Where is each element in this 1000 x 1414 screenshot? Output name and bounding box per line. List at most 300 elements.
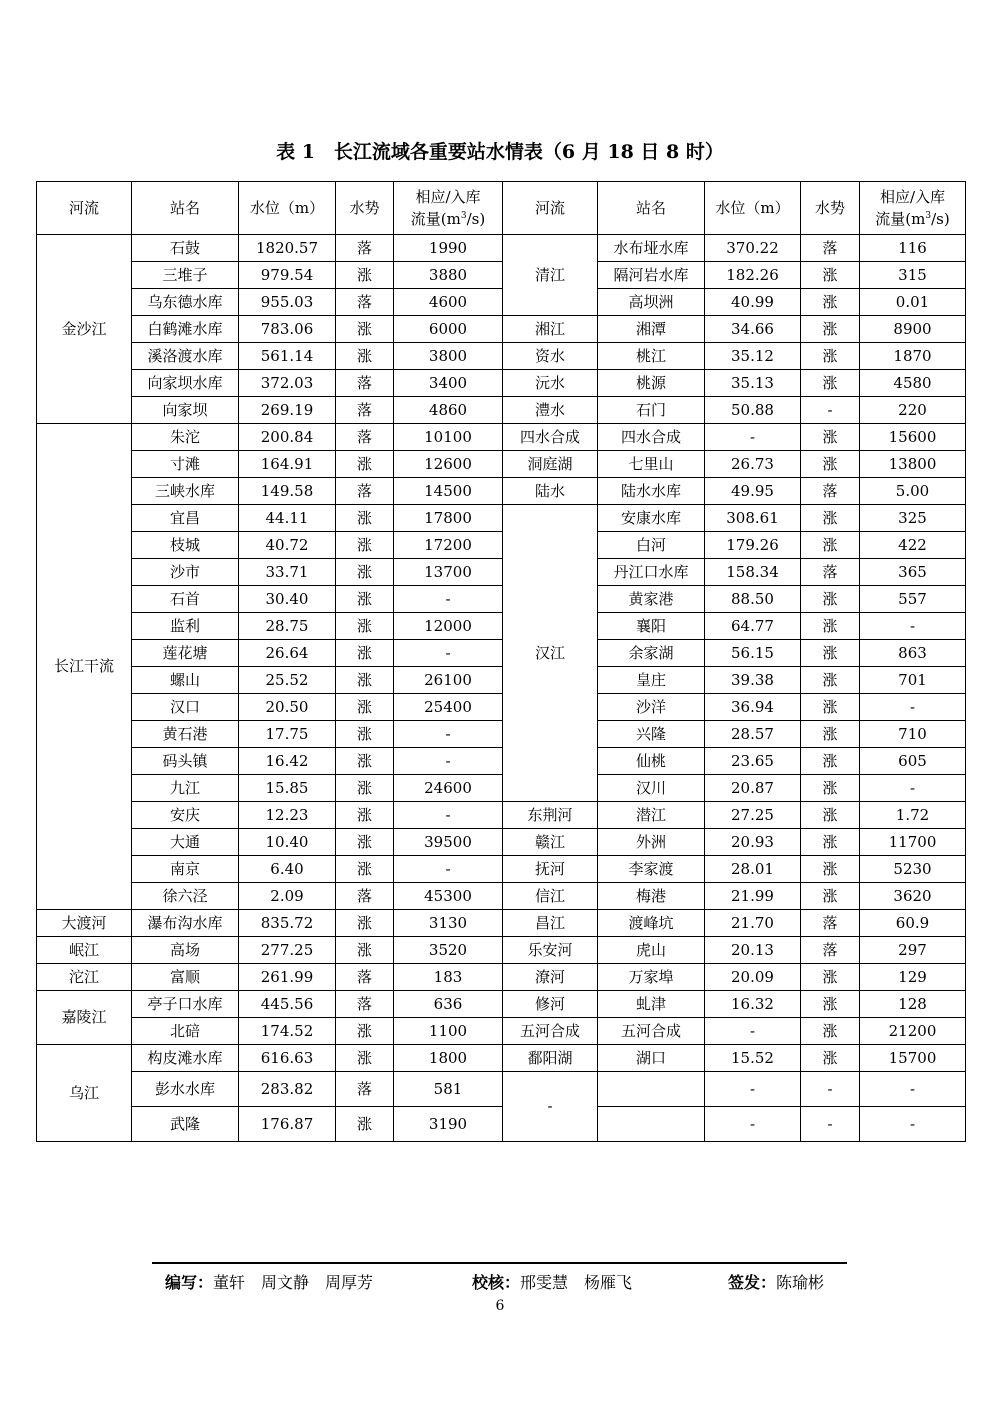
water-trend: 落 bbox=[336, 235, 394, 262]
water-trend: 落 bbox=[336, 964, 394, 991]
water-level: 176.87 bbox=[239, 1107, 336, 1142]
flow-rate: 12600 bbox=[394, 451, 503, 478]
flow-rate: 1800 bbox=[394, 1045, 503, 1072]
water-level: - bbox=[705, 1107, 801, 1142]
footer-writers bbox=[165, 1270, 373, 1293]
flow-rate: 26100 bbox=[394, 667, 503, 694]
water-trend: 涨 bbox=[336, 802, 394, 829]
flow-rate: 13700 bbox=[394, 559, 503, 586]
flow-rate: 10100 bbox=[394, 424, 503, 451]
flow-rate: 581 bbox=[394, 1072, 503, 1107]
flow-rate: 557 bbox=[860, 586, 966, 613]
station-name: 五河合成 bbox=[598, 1018, 705, 1045]
header-river: 河流 bbox=[503, 182, 598, 235]
river-name: 湘江 bbox=[503, 316, 598, 343]
water-level: 30.40 bbox=[239, 586, 336, 613]
table-header-row bbox=[37, 182, 966, 235]
station-name: 桃江 bbox=[598, 343, 705, 370]
header-station: 站名 bbox=[598, 182, 705, 235]
water-trend: 涨 bbox=[336, 451, 394, 478]
water-level: 27.25 bbox=[705, 802, 801, 829]
flow-rate: 15700 bbox=[860, 1045, 966, 1072]
water-level: 20.93 bbox=[705, 829, 801, 856]
water-trend: 涨 bbox=[801, 613, 860, 640]
water-level: 561.14 bbox=[239, 343, 336, 370]
writer-label: 编写： bbox=[165, 1273, 214, 1292]
station-name: 潜江 bbox=[598, 802, 705, 829]
water-level: 33.71 bbox=[239, 559, 336, 586]
water-trend: 涨 bbox=[336, 1107, 394, 1142]
station-name: 富顺 bbox=[132, 964, 239, 991]
station-name: 虬津 bbox=[598, 991, 705, 1018]
water-level: 49.95 bbox=[705, 478, 801, 505]
station-name: 隔河岩水库 bbox=[598, 262, 705, 289]
station-name: 南京 bbox=[132, 856, 239, 883]
water-level: 269.19 bbox=[239, 397, 336, 424]
water-trend: 涨 bbox=[801, 883, 860, 910]
river-name: 金沙江 bbox=[37, 235, 132, 424]
water-trend: 涨 bbox=[801, 1018, 860, 1045]
water-trend: 涨 bbox=[336, 316, 394, 343]
flow-rate: 1990 bbox=[394, 235, 503, 262]
station-name: 桃源 bbox=[598, 370, 705, 397]
water-level-table bbox=[36, 181, 966, 1142]
water-trend: - bbox=[801, 1107, 860, 1142]
water-trend: 涨 bbox=[801, 451, 860, 478]
table-body bbox=[37, 235, 966, 1142]
station-name: 白鹤滩水库 bbox=[132, 316, 239, 343]
station-name: 武隆 bbox=[132, 1107, 239, 1142]
flow-rate: 0.01 bbox=[860, 289, 966, 316]
flow-rate: 17800 bbox=[394, 505, 503, 532]
water-level: 2.09 bbox=[239, 883, 336, 910]
flow-rate: 701 bbox=[860, 667, 966, 694]
water-trend: 涨 bbox=[801, 667, 860, 694]
header-trend: 水势 bbox=[801, 182, 860, 235]
station-name: 三峡水库 bbox=[132, 478, 239, 505]
issuer-label: 签发： bbox=[728, 1273, 777, 1292]
flow-rate: 325 bbox=[860, 505, 966, 532]
station-name: 彭水水库 bbox=[132, 1072, 239, 1107]
water-trend: 涨 bbox=[801, 343, 860, 370]
table-row bbox=[37, 937, 966, 964]
water-level: 16.42 bbox=[239, 748, 336, 775]
flow-rate: 1100 bbox=[394, 1018, 503, 1045]
water-trend: 落 bbox=[336, 883, 394, 910]
station-name: 宜昌 bbox=[132, 505, 239, 532]
flow-rate: - bbox=[860, 694, 966, 721]
water-trend: - bbox=[801, 1072, 860, 1107]
table-row bbox=[37, 532, 966, 559]
water-level: 955.03 bbox=[239, 289, 336, 316]
river-name: 清江 bbox=[503, 235, 598, 316]
water-level: 21.99 bbox=[705, 883, 801, 910]
station-name: 沙市 bbox=[132, 559, 239, 586]
water-trend: 涨 bbox=[801, 532, 860, 559]
station-name: 构皮滩水库 bbox=[132, 1045, 239, 1072]
table-row bbox=[37, 856, 966, 883]
water-level: 277.25 bbox=[239, 937, 336, 964]
water-level: 179.26 bbox=[705, 532, 801, 559]
water-trend: 涨 bbox=[801, 586, 860, 613]
water-trend: 涨 bbox=[801, 424, 860, 451]
station-name: 外洲 bbox=[598, 829, 705, 856]
water-level: 21.70 bbox=[705, 910, 801, 937]
river-name: 沱江 bbox=[37, 964, 132, 991]
writer-names: 董轩 周文静 周厚芳 bbox=[213, 1273, 374, 1292]
river-name: 沅水 bbox=[503, 370, 598, 397]
water-trend: 落 bbox=[801, 937, 860, 964]
checker-names: 邢雯慧 杨雁飞 bbox=[520, 1273, 633, 1292]
water-trend: 涨 bbox=[336, 694, 394, 721]
water-trend: 涨 bbox=[801, 694, 860, 721]
flow-rate: 220 bbox=[860, 397, 966, 424]
table-row bbox=[37, 640, 966, 667]
station-name: 黄家港 bbox=[598, 586, 705, 613]
water-trend: 涨 bbox=[336, 559, 394, 586]
flow-rate: 3800 bbox=[394, 343, 503, 370]
water-trend: 涨 bbox=[336, 1045, 394, 1072]
water-trend: 涨 bbox=[336, 640, 394, 667]
table-row bbox=[37, 451, 966, 478]
river-name: 鄱阳湖 bbox=[503, 1045, 598, 1072]
river-name: 乌江 bbox=[37, 1045, 132, 1142]
header-station: 站名 bbox=[132, 182, 239, 235]
flow-rate: 3620 bbox=[860, 883, 966, 910]
water-trend: - bbox=[801, 397, 860, 424]
page-title: 表 1 长江流域各重要站水情表（6 月 18 日 8 时） bbox=[276, 141, 724, 163]
flow-rate: 11700 bbox=[860, 829, 966, 856]
table-row bbox=[37, 748, 966, 775]
water-trend: 落 bbox=[801, 235, 860, 262]
water-level: 10.40 bbox=[239, 829, 336, 856]
station-name: 朱沱 bbox=[132, 424, 239, 451]
water-trend: 涨 bbox=[336, 721, 394, 748]
water-level: 28.57 bbox=[705, 721, 801, 748]
header-flow bbox=[394, 182, 503, 235]
station-name: 石鼓 bbox=[132, 235, 239, 262]
water-level: 36.94 bbox=[705, 694, 801, 721]
water-level: 182.26 bbox=[705, 262, 801, 289]
water-trend: 涨 bbox=[801, 505, 860, 532]
footer-issuer bbox=[728, 1270, 824, 1293]
water-level: 158.34 bbox=[705, 559, 801, 586]
water-trend: 涨 bbox=[336, 262, 394, 289]
water-trend: 涨 bbox=[801, 1045, 860, 1072]
flow-rate: 39500 bbox=[394, 829, 503, 856]
flow-rate: 129 bbox=[860, 964, 966, 991]
water-level: 261.99 bbox=[239, 964, 336, 991]
water-trend: 涨 bbox=[801, 289, 860, 316]
water-level: 23.65 bbox=[705, 748, 801, 775]
flow-rate: 3130 bbox=[394, 910, 503, 937]
water-level: 26.73 bbox=[705, 451, 801, 478]
water-level: 35.13 bbox=[705, 370, 801, 397]
water-level: 44.11 bbox=[239, 505, 336, 532]
river-name: 五河合成 bbox=[503, 1018, 598, 1045]
table-row bbox=[37, 370, 966, 397]
station-name: 三堆子 bbox=[132, 262, 239, 289]
header-level: 水位（m） bbox=[705, 182, 801, 235]
station-name: 湘潭 bbox=[598, 316, 705, 343]
water-trend: 涨 bbox=[801, 829, 860, 856]
water-trend: 涨 bbox=[801, 802, 860, 829]
water-level: 20.50 bbox=[239, 694, 336, 721]
water-level: 28.75 bbox=[239, 613, 336, 640]
river-name: 长江干流 bbox=[37, 424, 132, 910]
water-level: 200.84 bbox=[239, 424, 336, 451]
station-name: 白河 bbox=[598, 532, 705, 559]
water-level: - bbox=[705, 424, 801, 451]
water-trend: 落 bbox=[336, 991, 394, 1018]
flow-rate: 8900 bbox=[860, 316, 966, 343]
water-trend: 涨 bbox=[336, 343, 394, 370]
table-row bbox=[37, 721, 966, 748]
water-trend: 涨 bbox=[336, 667, 394, 694]
station-name: 螺山 bbox=[132, 667, 239, 694]
station-name: 沙洋 bbox=[598, 694, 705, 721]
station-name: 水布垭水库 bbox=[598, 235, 705, 262]
station-name: 高场 bbox=[132, 937, 239, 964]
water-level: 35.12 bbox=[705, 343, 801, 370]
water-trend: 落 bbox=[336, 289, 394, 316]
flow-rate: 315 bbox=[860, 262, 966, 289]
station-name: 大通 bbox=[132, 829, 239, 856]
river-name: 信江 bbox=[503, 883, 598, 910]
flow-rate: 45300 bbox=[394, 883, 503, 910]
issuer-name: 陈瑜彬 bbox=[776, 1273, 825, 1292]
table-row bbox=[37, 235, 966, 262]
water-trend: 落 bbox=[801, 559, 860, 586]
station-name: 汉川 bbox=[598, 775, 705, 802]
station-name: 黄石港 bbox=[132, 721, 239, 748]
station-name: 丹江口水库 bbox=[598, 559, 705, 586]
water-trend: 落 bbox=[336, 478, 394, 505]
station-name bbox=[598, 1107, 705, 1142]
footer-divider bbox=[152, 1262, 847, 1264]
footer-checkers bbox=[472, 1270, 632, 1293]
station-name: 亭子口水库 bbox=[132, 991, 239, 1018]
station-name: 安庆 bbox=[132, 802, 239, 829]
flow-rate: 3880 bbox=[394, 262, 503, 289]
water-trend: 涨 bbox=[801, 316, 860, 343]
table-row bbox=[37, 964, 966, 991]
station-name: 徐六泾 bbox=[132, 883, 239, 910]
station-name: 北碚 bbox=[132, 1018, 239, 1045]
water-level: 308.61 bbox=[705, 505, 801, 532]
water-trend: 涨 bbox=[336, 748, 394, 775]
station-name: 码头镇 bbox=[132, 748, 239, 775]
water-level: 15.52 bbox=[705, 1045, 801, 1072]
station-name bbox=[598, 1072, 705, 1107]
flow-rate: - bbox=[860, 1107, 966, 1142]
table-row bbox=[37, 775, 966, 802]
table-row bbox=[37, 694, 966, 721]
station-name: 石首 bbox=[132, 586, 239, 613]
water-trend: 涨 bbox=[801, 964, 860, 991]
water-level: - bbox=[705, 1018, 801, 1045]
water-level: 28.01 bbox=[705, 856, 801, 883]
water-level: 20.09 bbox=[705, 964, 801, 991]
flow-rate: 863 bbox=[860, 640, 966, 667]
river-name: 岷江 bbox=[37, 937, 132, 964]
table-row bbox=[37, 316, 966, 343]
header-flow bbox=[860, 182, 966, 235]
flow-rate: 14500 bbox=[394, 478, 503, 505]
river-name: 东荆河 bbox=[503, 802, 598, 829]
water-level: 174.52 bbox=[239, 1018, 336, 1045]
station-name: 梅港 bbox=[598, 883, 705, 910]
water-level: 25.52 bbox=[239, 667, 336, 694]
water-level: 26.64 bbox=[239, 640, 336, 667]
water-trend: 涨 bbox=[336, 1018, 394, 1045]
table-row bbox=[37, 910, 966, 937]
station-name: 兴隆 bbox=[598, 721, 705, 748]
flow-rate: - bbox=[860, 775, 966, 802]
river-name: - bbox=[503, 1072, 598, 1142]
water-level: 34.66 bbox=[705, 316, 801, 343]
page-number: 6 bbox=[495, 1298, 505, 1314]
flow-rate: 422 bbox=[860, 532, 966, 559]
station-name: 莲花塘 bbox=[132, 640, 239, 667]
flow-rate: 12000 bbox=[394, 613, 503, 640]
water-level: 40.72 bbox=[239, 532, 336, 559]
station-name: 高坝洲 bbox=[598, 289, 705, 316]
water-trend: 涨 bbox=[801, 640, 860, 667]
station-name: 陆水水库 bbox=[598, 478, 705, 505]
water-level: 39.38 bbox=[705, 667, 801, 694]
water-trend: 涨 bbox=[801, 262, 860, 289]
table-row bbox=[37, 667, 966, 694]
station-name: 瀑布沟水库 bbox=[132, 910, 239, 937]
water-trend: 涨 bbox=[336, 829, 394, 856]
station-name: 枝城 bbox=[132, 532, 239, 559]
water-trend: 涨 bbox=[336, 856, 394, 883]
flow-rate: 4580 bbox=[860, 370, 966, 397]
header-flow-line1: 相应/入库 bbox=[879, 188, 946, 206]
water-level: 88.50 bbox=[705, 586, 801, 613]
water-trend: 涨 bbox=[801, 748, 860, 775]
header-flow-line2: 流量$(m^3/s)$ bbox=[875, 210, 950, 228]
water-level: 149.58 bbox=[239, 478, 336, 505]
water-trend: 落 bbox=[801, 478, 860, 505]
water-level: 783.06 bbox=[239, 316, 336, 343]
flow-rate: - bbox=[394, 586, 503, 613]
river-name: 赣江 bbox=[503, 829, 598, 856]
flow-rate: 3190 bbox=[394, 1107, 503, 1142]
flow-rate: 60.9 bbox=[860, 910, 966, 937]
river-name: 潦河 bbox=[503, 964, 598, 991]
river-name: 乐安河 bbox=[503, 937, 598, 964]
flow-rate: 5230 bbox=[860, 856, 966, 883]
station-name: 石门 bbox=[598, 397, 705, 424]
flow-rate: - bbox=[394, 856, 503, 883]
water-trend: 涨 bbox=[801, 991, 860, 1018]
station-name: 七里山 bbox=[598, 451, 705, 478]
river-name: 陆水 bbox=[503, 478, 598, 505]
table-row bbox=[37, 991, 966, 1018]
flow-rate: 1.72 bbox=[860, 802, 966, 829]
water-level: 12.23 bbox=[239, 802, 336, 829]
river-name: 嘉陵江 bbox=[37, 991, 132, 1045]
table-row bbox=[37, 505, 966, 532]
flow-rate: 297 bbox=[860, 937, 966, 964]
station-name: 仙桃 bbox=[598, 748, 705, 775]
header-river: 河流 bbox=[37, 182, 132, 235]
station-name: 向家坝 bbox=[132, 397, 239, 424]
station-name: 九江 bbox=[132, 775, 239, 802]
water-level: 56.15 bbox=[705, 640, 801, 667]
table-row bbox=[37, 289, 966, 316]
table-row bbox=[37, 343, 966, 370]
flow-rate: 24600 bbox=[394, 775, 503, 802]
river-name: 四水合成 bbox=[503, 424, 598, 451]
water-trend: 涨 bbox=[336, 613, 394, 640]
water-level: 370.22 bbox=[705, 235, 801, 262]
table-row bbox=[37, 262, 966, 289]
table-row bbox=[37, 397, 966, 424]
station-name: 向家坝水库 bbox=[132, 370, 239, 397]
water-trend: 涨 bbox=[801, 775, 860, 802]
river-name: 资水 bbox=[503, 343, 598, 370]
flow-rate: 710 bbox=[860, 721, 966, 748]
flow-rate: 128 bbox=[860, 991, 966, 1018]
table-row bbox=[37, 478, 966, 505]
table-row bbox=[37, 613, 966, 640]
flow-rate: 365 bbox=[860, 559, 966, 586]
station-name: 寸滩 bbox=[132, 451, 239, 478]
station-name: 汉口 bbox=[132, 694, 239, 721]
flow-rate: 636 bbox=[394, 991, 503, 1018]
water-trend: 涨 bbox=[801, 370, 860, 397]
water-trend: 涨 bbox=[336, 532, 394, 559]
water-level: 1820.57 bbox=[239, 235, 336, 262]
water-trend: 涨 bbox=[336, 937, 394, 964]
water-trend: 涨 bbox=[801, 721, 860, 748]
water-level: 50.88 bbox=[705, 397, 801, 424]
flow-rate: 3520 bbox=[394, 937, 503, 964]
station-name: 皇庄 bbox=[598, 667, 705, 694]
water-trend: 涨 bbox=[336, 910, 394, 937]
river-name: 大渡河 bbox=[37, 910, 132, 937]
river-name: 抚河 bbox=[503, 856, 598, 883]
flow-rate: - bbox=[394, 721, 503, 748]
flow-rate: 21200 bbox=[860, 1018, 966, 1045]
table-row bbox=[37, 802, 966, 829]
water-trend: 落 bbox=[336, 397, 394, 424]
flow-rate: 13800 bbox=[860, 451, 966, 478]
water-trend: 涨 bbox=[336, 505, 394, 532]
water-level: 6.40 bbox=[239, 856, 336, 883]
station-name: 襄阳 bbox=[598, 613, 705, 640]
water-level: 20.87 bbox=[705, 775, 801, 802]
water-level: 164.91 bbox=[239, 451, 336, 478]
table-row bbox=[37, 1107, 966, 1142]
station-name: 万家埠 bbox=[598, 964, 705, 991]
water-level: 372.03 bbox=[239, 370, 336, 397]
header-flow-line1: 相应/入库 bbox=[415, 188, 481, 206]
station-name: 安康水库 bbox=[598, 505, 705, 532]
water-trend: 落 bbox=[801, 910, 860, 937]
water-level: 445.56 bbox=[239, 991, 336, 1018]
station-name: 监利 bbox=[132, 613, 239, 640]
flow-rate: 15600 bbox=[860, 424, 966, 451]
river-name: 修河 bbox=[503, 991, 598, 1018]
water-level: 979.54 bbox=[239, 262, 336, 289]
water-level: 835.72 bbox=[239, 910, 336, 937]
water-level: 15.85 bbox=[239, 775, 336, 802]
station-name: 溪洛渡水库 bbox=[132, 343, 239, 370]
